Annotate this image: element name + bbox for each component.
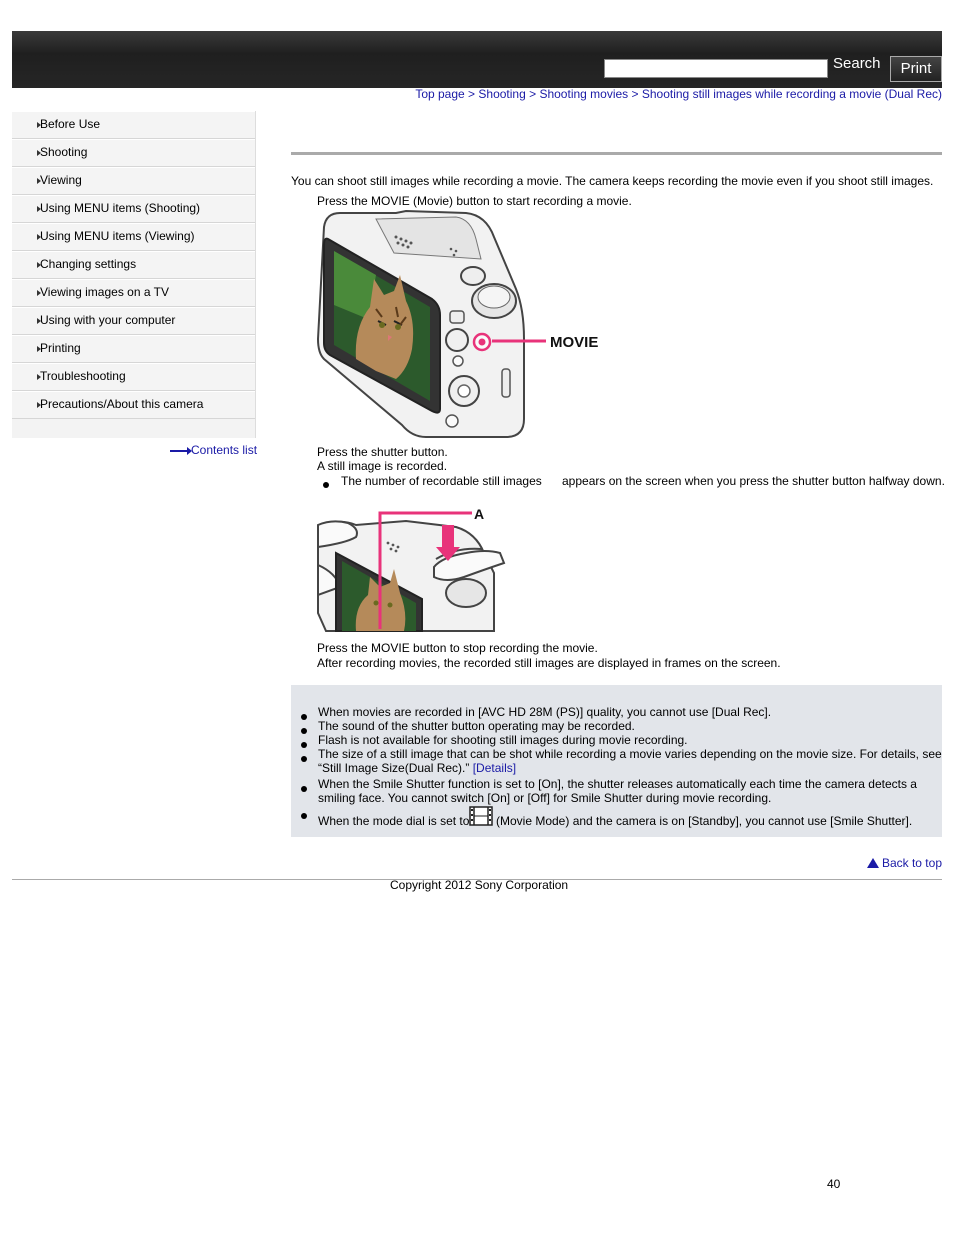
- note-6-part-1: When the mode dial is set to: [318, 814, 470, 828]
- triangle-right-icon: [37, 150, 41, 156]
- title-divider: [291, 152, 942, 155]
- camera-back-illustration: [316, 209, 606, 441]
- arrow-right-icon: [170, 450, 188, 452]
- movie-callout-label: MOVIE: [550, 334, 599, 351]
- back-to-top-label: Back to top: [881, 856, 942, 870]
- note-2: The sound of the shutter button operating may be recorded.: [318, 719, 635, 733]
- breadcrumb-shooting-movies[interactable]: Shooting movies: [539, 87, 629, 101]
- triangle-right-icon: [37, 374, 41, 380]
- triangle-right-icon: [37, 234, 41, 240]
- note-5-line-2: smiling face. You cannot switch [On] or [Off] for Smile Shutter during movie recording.: [318, 791, 772, 805]
- sidebar-item-shooting[interactable]: [12, 139, 255, 167]
- shutter-press-illustration: [316, 503, 506, 633]
- note-3: Flash is not available for shooting still images during movie recording.: [318, 733, 688, 747]
- step-2-bullet-part-1: The number of recordable still images: [341, 474, 542, 488]
- contents-list-label: Contents list: [191, 443, 258, 457]
- triangle-right-icon: [37, 178, 41, 184]
- bullet-icon: [301, 786, 307, 792]
- bullet-icon: [301, 742, 307, 748]
- sidebar-item-menu-viewing[interactable]: [12, 223, 255, 251]
- sidebar-item-label: Viewing images on a TV: [40, 285, 169, 299]
- bullet-icon: [301, 714, 307, 720]
- sidebar-item-precautions[interactable]: [12, 391, 255, 419]
- bullet-icon: [301, 756, 307, 762]
- triangle-right-icon: [37, 122, 41, 128]
- callout-a-label: A: [474, 506, 485, 522]
- sidebar-item-label: Precautions/About this camera: [40, 397, 204, 411]
- triangle-right-icon: [37, 206, 41, 212]
- bullet-icon: [323, 482, 329, 488]
- breadcrumb-current[interactable]: Shooting still images while recording a movie (Dual Rec): [641, 87, 942, 101]
- triangle-up-icon: [867, 858, 879, 868]
- bullet-icon: [301, 728, 307, 734]
- sidebar-item-viewing[interactable]: [12, 167, 255, 195]
- step-2-subtext: A still image is recorded.: [317, 459, 448, 473]
- sidebar: [12, 111, 256, 438]
- note-5-line-1: When the Smile Shutter function is set to [On], the shutter releases automatically each time the camera detects a: [318, 777, 917, 791]
- step-2-text: Press the shutter button.: [317, 445, 448, 459]
- contents-list-link[interactable]: [170, 443, 257, 457]
- sidebar-item-before-use[interactable]: [12, 111, 255, 139]
- sidebar-item-label: Shooting: [40, 145, 88, 159]
- sidebar-item-label: Changing settings: [40, 257, 137, 271]
- page-number: 40: [827, 1177, 841, 1191]
- note-4-line-2: “Still Image Size(Dual Rec).” [Details]: [318, 761, 517, 775]
- search-button[interactable]: Search: [833, 55, 881, 72]
- print-button[interactable]: Print: [890, 56, 942, 82]
- sidebar-item-menu-shooting[interactable]: [12, 195, 255, 223]
- sidebar-item-label: Troubleshooting: [40, 369, 126, 383]
- breadcrumb-top-page[interactable]: Top page: [415, 87, 465, 101]
- intro-text: You can shoot still images while recording a movie. The camera keeps recording the movie even if you shoot still images.: [291, 174, 934, 188]
- copyright: Copyright 2012 Sony Corporation: [390, 878, 569, 892]
- sidebar-item-computer[interactable]: [12, 307, 255, 335]
- sidebar-item-label: Before Use: [40, 117, 101, 131]
- sidebar-item-printing[interactable]: [12, 335, 255, 363]
- details-link[interactable]: [Details]: [472, 761, 517, 775]
- sidebar-item-troubleshooting[interactable]: [12, 363, 255, 391]
- sidebar-item-label: Using MENU items (Shooting): [40, 201, 201, 215]
- triangle-right-icon: [37, 262, 41, 268]
- sidebar-item-label: Using MENU items (Viewing): [40, 229, 195, 243]
- sidebar-item-label: Viewing: [40, 173, 82, 187]
- back-to-top-link[interactable]: [867, 856, 942, 870]
- bullet-icon: [301, 813, 307, 819]
- step-3-subtext: After recording movies, the recorded still images are displayed in frames on the screen.: [317, 656, 781, 670]
- step-2-bullet-part-2: appears on the screen when you press the shutter button halfway down.: [562, 474, 945, 488]
- sidebar-item-label: Printing: [40, 341, 81, 355]
- breadcrumb-shooting[interactable]: Shooting: [478, 87, 526, 101]
- triangle-right-icon: [37, 346, 41, 352]
- breadcrumb: Top page > Shooting > Shooting movies > Shooting still images while recording a movie (Dual Rec): [415, 87, 942, 101]
- triangle-right-icon: [37, 290, 41, 296]
- search-input[interactable]: [604, 59, 828, 78]
- movie-mode-icon: [469, 806, 493, 826]
- sidebar-item-viewing-tv[interactable]: [12, 279, 255, 307]
- note-4-line-1: The size of a still image that can be shot while recording a movie varies depending on the movie size. For details, see: [318, 747, 942, 761]
- note-1: When movies are recorded in [AVC HD 28M (PS)] quality, you cannot use [Dual Rec].: [318, 705, 772, 719]
- note-6-part-2: (Movie Mode) and the camera is on [Standby], you cannot use [Smile Shutter].: [496, 814, 913, 828]
- step-3-text: Press the MOVIE button to stop recording the movie.: [317, 641, 598, 655]
- sidebar-item-changing-settings[interactable]: [12, 251, 255, 279]
- triangle-right-icon: [37, 402, 41, 408]
- sidebar-item-label: Using with your computer: [40, 313, 176, 327]
- triangle-right-icon: [37, 318, 41, 324]
- step-1-text: Press the MOVIE (Movie) button to start recording a movie.: [317, 194, 632, 208]
